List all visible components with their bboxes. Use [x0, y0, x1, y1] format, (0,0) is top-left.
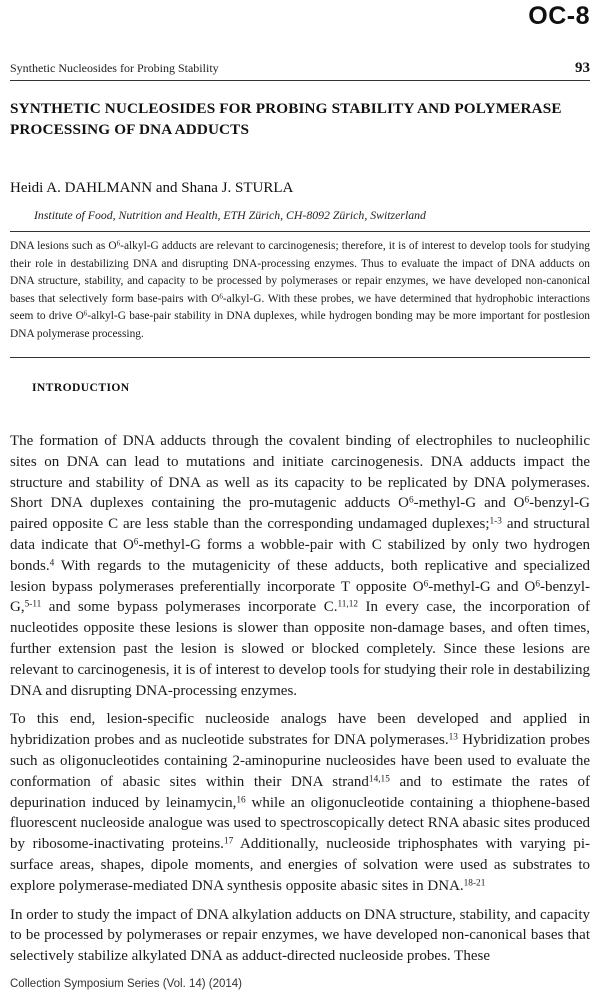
page-number: 93 — [575, 60, 590, 76]
superscript: 6 — [423, 578, 429, 589]
page-footer: Collection Symposium Series (Vol. 14) (2014) — [10, 978, 243, 990]
superscript: 11,12 — [337, 599, 359, 610]
superscript: 6 — [116, 239, 121, 248]
body-paragraph: To this end, lesion-specific nucleoside analogs have been developed and applied in hybridization probes and as nucleotide substrates for DNA polymerases.$^{13}$ Hybridization probes such as oligonucleotides containing 2-aminopurine nucleosides have been used to evaluate the conformation of abasic sites within their DNA strand$^{14,15}$ and to estimate the rates of depurination induced by leinamycin,$^{16}$ while an oligonucleotide containing a thiophene-based fluorescent nucleoside analogue was used to spectroscopically detect RNA abasic sites produced by ribosome-inactivating proteins.$^{17}$ Additionally, nucleoside triphosphates with varying pi-surface areas, shapes, dipole moments, and energies of solvation were used as substrates to explore polymerase-mediated DNA synthesis opposite abasic sites in DNA.$^{18-21}$ — [10, 711, 590, 894]
superscript: 4 — [49, 558, 55, 569]
superscript: 18-21 — [463, 878, 486, 889]
superscript: 13 — [448, 732, 458, 743]
introduction-body — [10, 431, 590, 975]
body-paragraph: In order to study the impact of DNA alkylation adducts on DNA structure, stability, and capacity to be processed by polymerases or repair enzymes, we have developed non-canonical bases that selectively stabilize alkylated DNA as adduct-directed nucleoside probes. These — [10, 906, 590, 965]
running-header — [10, 60, 590, 76]
superscript: 6 — [408, 495, 414, 506]
superscript: 6 — [133, 537, 139, 548]
superscript: 14,15 — [368, 774, 390, 785]
superscript: 5-11 — [24, 599, 42, 610]
abstract: DNA lesions such as $O^6-alkyl-G$ adducts are relevant to carcinogenesis; therefore, it is of interest to develop tools for studying their role in destabilizing DNA and disrupting DNA-processing enzymes. Thus to evaluate the impact of DNA adducts on DNA structure, stability, and capacity to be processed by polymerases or repair enzymes, we have developed non-canonical bases that selectively form base-pairs with $O^6-alkyl-G$. With these probes, we have determined that hydrophobic interactions seem to drive $O^6-alkyl-G$ base-pair stability in DNA duplexes, while hydrogen bonding may be more important for postlesion DNA polymerase processing. — [10, 239, 591, 340]
superscript: 6 — [219, 292, 223, 301]
article-title: SYNTHETIC NUCLEOSIDES FOR PROBING STABILITY AND POLYMERASE PROCESSING OF DNA ADDUCTS — [10, 100, 562, 138]
abstract-top-rule — [10, 231, 590, 232]
running-title: Synthetic Nucleosides for Probing Stability — [10, 61, 219, 75]
author-list: Heidi A. DAHLMANN and Shana J. STURLA — [10, 180, 294, 196]
superscript: 16 — [236, 794, 246, 805]
document-code-badge: OC-8 — [528, 2, 590, 30]
affiliation: Institute of Food, Nutrition and Health, ETH Zürich, CH-8092 Zürich, Switzerland — [34, 208, 426, 222]
header-rule — [10, 80, 590, 81]
superscript: 17 — [223, 836, 234, 847]
abstract-bottom-rule — [10, 357, 590, 358]
superscript: 1-3 — [489, 516, 502, 527]
superscript: 6 — [83, 309, 88, 318]
superscript: 6 — [524, 495, 530, 506]
section-heading-introduction: INTRODUCTION — [32, 381, 130, 394]
body-paragraph: The formation of DNA adducts through the covalent binding of electrophiles to nucleophilic sites on DNA can lead to mutations and initiate carcinogenesis. DNA adducts impact the structure and stability of DNA as well as its capacity to be replicated by DNA polymerases. Short DNA duplexes containing the pro-mutagenic adducts $O^6-methyl-G$ and $O^6-benzyl-G$ paired opposite C are less stable than the corresponding undamaged duplexes;$^{1-3}$ and structural data indicate that $O^6-methyl-G$ forms a wobble-pair with C stabilized by only two hydrogen bonds.$^4$ With regards to the mutagenicity of these adducts, both replicative and specialized lesion bypass polymerases preferentially incorporate T opposite $O^6-methyl-G$ and $O^6-benzyl-G,^{5-11}$ and some bypass polymerases incorporate C.$^{11,12}$ In every case, the incorporation of nucleotides opposite these lesions is slower than opposite non-damage bases, and often times, further extension past the lesion is slowed or blocked completely. Since these lesions are relevant to carcinogenesis, it is of interest to develop tools for studying their role in destabilizing DNA and disrupting DNA-processing enzymes. — [10, 433, 591, 699]
superscript: 6 — [535, 578, 541, 589]
